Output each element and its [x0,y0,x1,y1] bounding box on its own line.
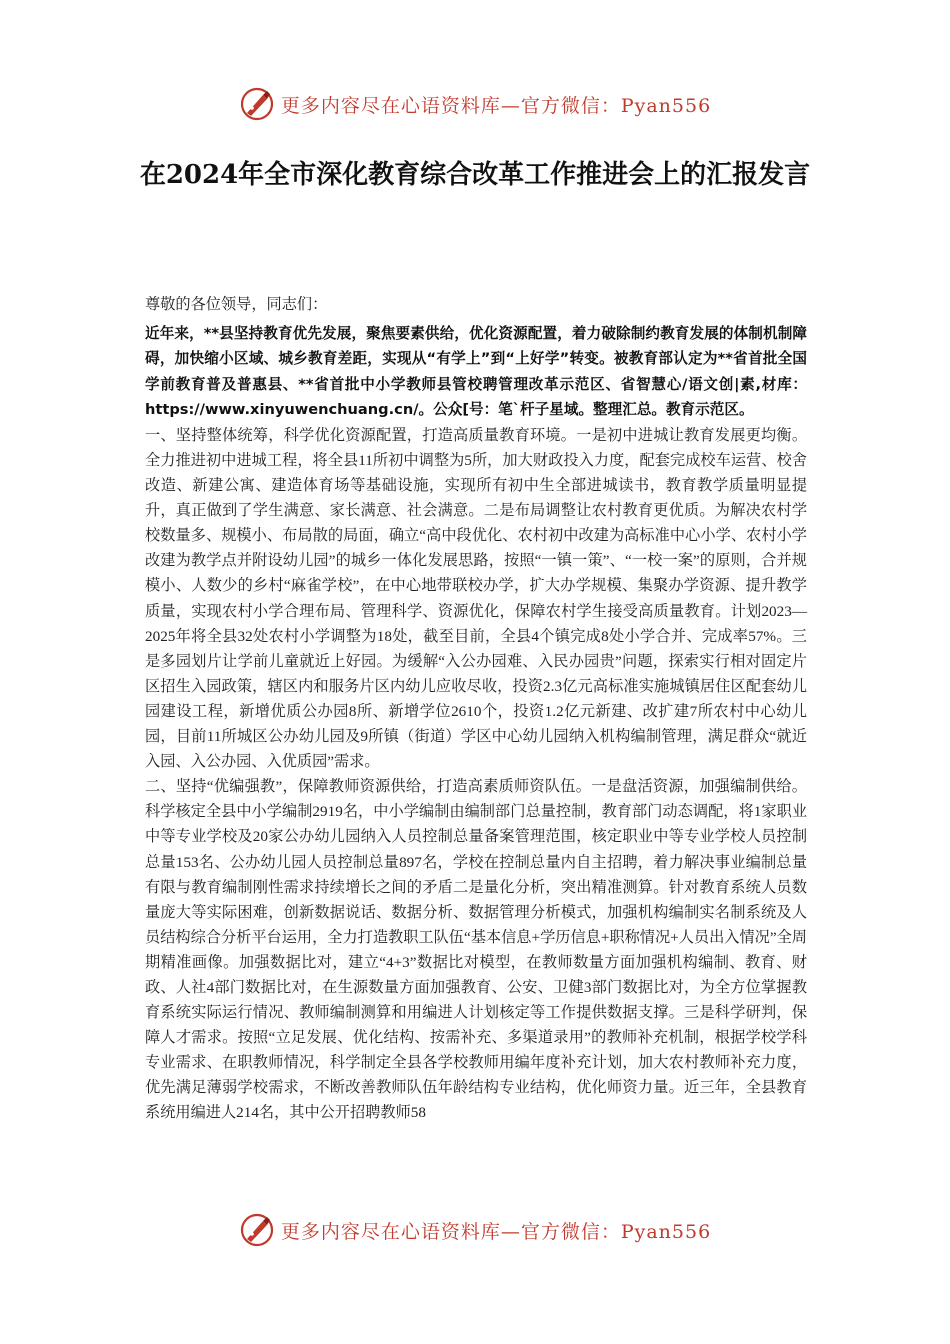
document-body [145,292,807,1126]
salutation: 尊敬的各位领导，同志们： [145,296,328,313]
watermark-banner-text: 更多内容尽在心语资料库—官方微信：Pyan556 [280,94,712,117]
pen-nib-logo-icon [239,86,275,122]
document-title: 在2024年全市深化教育综合改革工作推进会上的汇报发言 [139,160,811,190]
paragraph-resource-allocation: 一、坚持整体统筹，科学优化资源配置，打造高质量教育环境。一是初中进城让教育发展更均衡。全力推进初中进城工程，将全县11所初中调整为5所，加大财政投入力度，配套完成校车运营、校舍改造、新建公寓、建造体育场等基础设施，实现所有初中生全部进城读书，教育教学质量明显提升，真正做到了学生满意、家长满意、社会满意。二是布局调整让农村教育更优质。为解决农村学校数量多、规模小、布局散的局面，确立“高中段优化、农村初中改建为高标准中心小学、农村小学改建为教学点并附设幼儿园”的城乡一体化发展思路，按照“一镇一策”、“一校一案”的原则，合并规模小、人数少的乡村“麻雀学校”，在中心地带联校办学，扩大办学规模、集聚办学资源、提升教学质量，实现农村小学合理布局、管理科学、资源优化，保障农村学生接受高质量教育。计划2023—2025年将全县32处农村小学调整为18处，截至目前，全县4个镇完成8处小学合并、完成率57%。三是多园划片让学前儿童就近上好园。为缓解“入公办园难、入民办园贵”问题，探索实行相对固定片区招生入园政策，辖区内和服务片区内幼儿应收尽收，投资2.3亿元高标准实施城镇居住区配套幼儿园建设工程，新增优质公办园8所、新增学位2610个，投资1.2亿元新建、改扩建7所农村中心幼儿园，目前11所城区公办幼儿园及9所镇（街道）学区中心幼儿园纳入机构编制管理，满足群众“就近入园、入公办园、入优质园”需求。 [145,426,807,771]
pen-nib-logo-icon [239,1212,275,1248]
watermark-banner-text: 更多内容尽在心语资料库—官方微信：Pyan556 [280,1220,712,1243]
paragraph-teacher-staffing: 二、坚持“优编强教”，保障教师资源供给，打造高素质师资队伍。一是盘活资源，加强编制供给。科学核定全县中小学编制2919名，中小学编制由编制部门总量控制，教育部门动态调配，将1家职业中等专业学校及20家公办幼儿园纳入人员控制总量备案管理范围，核定职业中等专业学校人员控制总量153名、公办幼儿园人员控制总量897名，学校在控制总量内自主招聘，着力解决事业编制总量有限与教育编制刚性需求持续增长之间的矛盾二是量化分析，突出精准测算。针对教育系统人员数量庞大等实际困难，创新数据说话、数据分析、数据管理分析模式，加强机构编制实名制系统及人员结构综合分析平台运用，全力打造教职工队伍“基本信息+学历信息+职称情况+人员出入情况”全周期精准画像。加强数据比对，建立“4+3”数据比对模型，在教师数量方面加强机构编制、教育、财政、人社4部门数据比对，在生源数量方面加强教育、公安、卫健3部门数据比对，为全方位掌握教育系统实际运行情况、教师编制测算和用编进人计划核定等工作提供数据支撑。三是科学研判，保障人才需求。按照“立足发展、优化结构、按需补充、多渠道录用”的教师补充机制，根据学校学科专业需求、在职教师情况，科学制定全县各学校教师用编年度补充计划，加大农村教师补充力度，优先满足薄弱学校需求，不断改善教师队伍年龄结构专业结构，优化师资力量。近三年，全县教育系统用编进人214名，其中公开招聘教师58 [145,778,807,1122]
watermark-banner-top[interactable] [0,84,950,124]
intro-paragraph: 近年来，**县坚持教育优先发展，聚焦要素供给，优化资源配置，着力破除制约教育发展的体制机制障碍，加快缩小区域、城乡教育差距，实现从“有学上”到“上好学”转变。被教育部认定为**省首批全国学前教育普及普惠县、**省首批中小学教师县管校聘管理改革示范区、省智慧心/语文创|素,材库：https://www.xinyuwenchuang.cn/。公众[号：笔`杆子星域。整理汇总。教育示范区。 [145,325,807,418]
watermark-banner-bottom[interactable] [0,1210,950,1250]
